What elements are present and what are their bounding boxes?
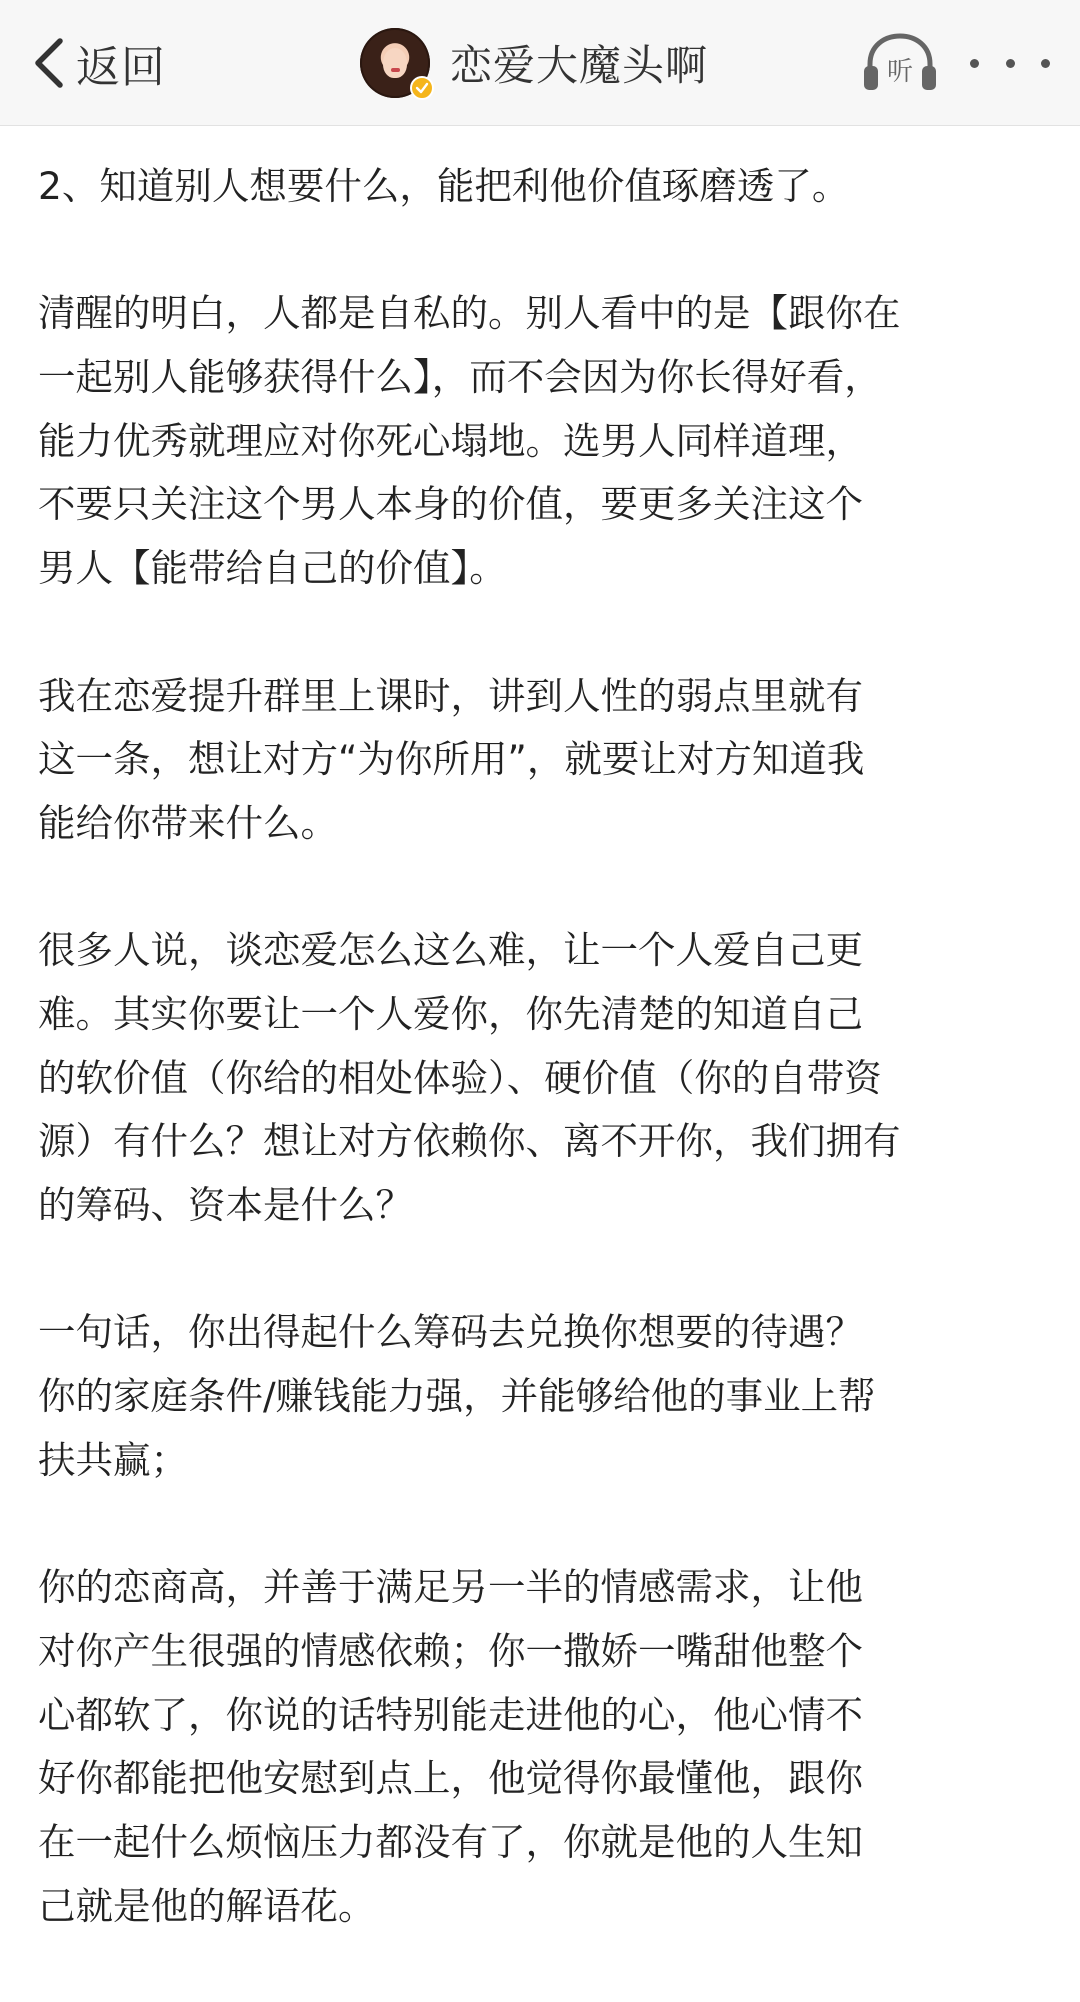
paragraph-line: 你的恋商高，并善于满足另一半的情感需求，让他 [38, 1565, 863, 1610]
paragraph-line: 我在恋爱提升群里上课时，讲到人性的弱点里就有 [38, 673, 863, 718]
paragraph-line: 己就是他的解语花。 [38, 1883, 376, 1928]
author-profile[interactable] [360, 27, 708, 99]
paragraph-line: 难。其实你要让一个人爱你，你先清楚的知道自己 [38, 991, 863, 1036]
more-options-button[interactable] [970, 40, 1050, 86]
author-name[interactable]: 恋爱大魔头啊 [450, 41, 709, 90]
article-paragraph [38, 1556, 1048, 1938]
verified-badge-icon [410, 76, 434, 100]
paragraph-line: 心都软了，你说的话特别能走进他的心，他心情不 [38, 1692, 863, 1737]
avatar-face [383, 48, 407, 78]
paragraph-line: 不要只关注这个男人本身的价值，要更多关注这个 [38, 482, 863, 527]
paragraph-line: 的软价值（你给的相处体验）、硬价值（你的自带资 [38, 1055, 882, 1100]
headphones-icon [860, 30, 940, 96]
paragraph-line: 好你都能把他安慰到点上，他觉得你最懂他，跟你 [38, 1756, 863, 1801]
chevron-left-icon [30, 31, 70, 95]
paragraph-line: 很多人说，谈恋爱怎么这么难，让一个人爱自己更 [38, 928, 863, 973]
paragraph-line: 一句话，你出得起什么筹码去兑换你想要的待遇？ [38, 1310, 863, 1355]
top-navigation-bar [0, 0, 1080, 126]
article-body [38, 155, 1048, 2002]
more-dot-icon [1006, 59, 1015, 68]
article-paragraph [38, 665, 1048, 856]
back-label: 返回 [76, 42, 166, 93]
paragraph-line: 能给你带来什么。 [38, 800, 338, 845]
listen-button[interactable] [860, 30, 940, 96]
paragraph-line: 能力优秀就理应对你死心塌地。选男人同样道理， [38, 418, 863, 463]
article-paragraph [38, 919, 1048, 1237]
paragraph-line: 一起别人能够获得什么】，而不会因为你长得好看， [38, 355, 882, 400]
avatar[interactable] [360, 28, 430, 98]
paragraph-line: 对你产生很强的情感依赖；你一撒娇一嘴甜他整个 [38, 1628, 863, 1673]
paragraph-line: 你的家庭条件/赚钱能力强，并能够给他的事业上帮 [38, 1374, 876, 1419]
paragraph-line: 男人【能带给自己的价值】。 [38, 546, 507, 591]
article-paragraph [38, 1301, 1048, 1492]
paragraph-line: 这一条，想让对方“为你所用”，就要让对方知道我 [38, 737, 865, 782]
article-paragraph [38, 282, 1048, 600]
back-button[interactable] [30, 28, 166, 98]
avatar-lips [391, 68, 400, 72]
paragraph-line: 扶共赢； [38, 1437, 188, 1482]
paragraph-line: 清醒的明白，人都是自私的。别人看中的是【跟你在 [38, 291, 901, 336]
paragraph-line: 源）有什么？想让对方依赖你、离不开你，我们拥有 [38, 1119, 901, 1164]
paragraph-line: 的筹码、资本是什么？ [38, 1183, 413, 1227]
more-dot-icon [1041, 59, 1050, 68]
paragraph-line: 2、知道别人想要什么，能把利他价值琢磨透了。 [38, 164, 850, 208]
article-paragraph [38, 155, 1048, 219]
listen-label: 听 [886, 57, 914, 87]
more-dot-icon [970, 59, 979, 68]
paragraph-line: 在一起什么烦恼压力都没有了，你就是他的人生知 [38, 1819, 863, 1864]
